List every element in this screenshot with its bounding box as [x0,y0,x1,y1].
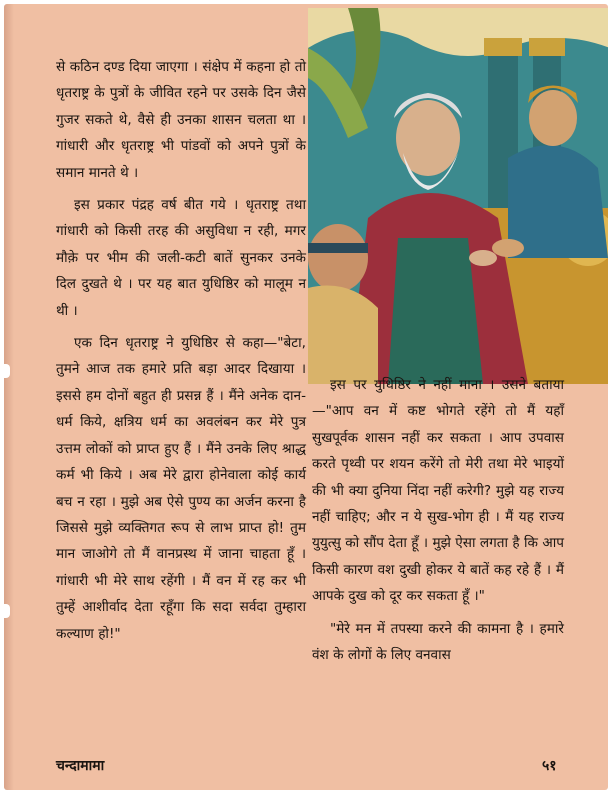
page-number: ५१ [542,758,557,774]
right-text-column [312,372,564,674]
story-illustration [308,8,608,384]
binding-hole [4,604,10,618]
page-edge-shadow [4,4,14,790]
paragraph: "मेरे मन में तपस्या करने की कामना है । हमारे वंश के लोगों के लिए वनवास [312,620,564,664]
paragraph: इस प्रकार पंद्रह वर्ष बीत गये । धृतराष्ट्र तथा गांधारी को किसी तरह की असुविधा न रही, मगर मौक़े पर भीम की जली-कटी बातें सुनकर उनके दिल दुखते थे । पर यह बात युधिष्ठिर को मालूम न थी । [56,197,306,319]
left-text-column [56,54,306,653]
book-page [4,4,608,790]
paragraph: एक दिन धृतराष्ट्र ने युधिष्ठिर से कहा—"बेटा, तुमने आज तक हमारे प्रति बड़ा आदर दिखाया । इससे हम दोनों बहुत ही प्रसन्न हैं । मैंने अनेक दान-धर्म किये, क्षत्रिय धर्म का अवलंबन कर मेरे पुत्र उत्तम लोकों को प्राप्त हुए हैं । मैंने उनके लिए श्राद्ध कर्म भी किये । अब मेरे द्वारा होनेवाला कोई कार्य बच न रहा । मुझे अब ऐसे पुण्य का अर्जन करना है जिससे मुझे व्यक्तिगत रूप से लाभ प्राप्त हो! तुम मान जाओगे तो मैं वानप्रस्थ में जाना चाहता हूँ । गांधारी भी मेरे साथ रहेंगी । मैं वन में रह कर भी तुम्हें आशीर्वाद देता रहूँगा कि सदा सर्वदा तुम्हारा कल्याण हो!" [56,335,306,642]
magazine-name: चन्दामामा [56,758,105,774]
paragraph: इस पर युधिष्ठिर ने नहीं माना । उसने बताया—"आप वन में कष्ट भोगते रहेंगे तो मैं यहाँ सुखपूर्वक शासन नहीं कर सकता । आप उपवास करते पृथ्वी पर शयन करेंगे तो मेरी तथा मेरे भाइयों की भी क्या दुनिया निंदा नहीं करेगी? मुझे यह राज्य नहीं चाहिए; और न ये सुख-भोग ही । मैं यह राज्य युयुत्सु को सौंप देता हूँ । मुझे ऐसा लगता है कि आप किसी कारण वश दुखी होकर ये बातें कह रहे हैं । मैं आपके दुख को दूर कर सकता हूँ ।" [312,377,564,605]
binding-hole [4,364,10,378]
illustration-drawing [308,8,608,384]
paragraph: से कठिन दण्ड दिया जाएगा । संक्षेप में कहना हो तो धृतराष्ट्र के पुत्रों के जीवित रहने पर उसके दिन जैसे गुजर सकते थे, वैसे ही उनका शासन चलता था । गांधारी और धृतराष्ट्र भी पांडवों को अपने पुत्रों के समान मानते थे । [56,59,306,181]
